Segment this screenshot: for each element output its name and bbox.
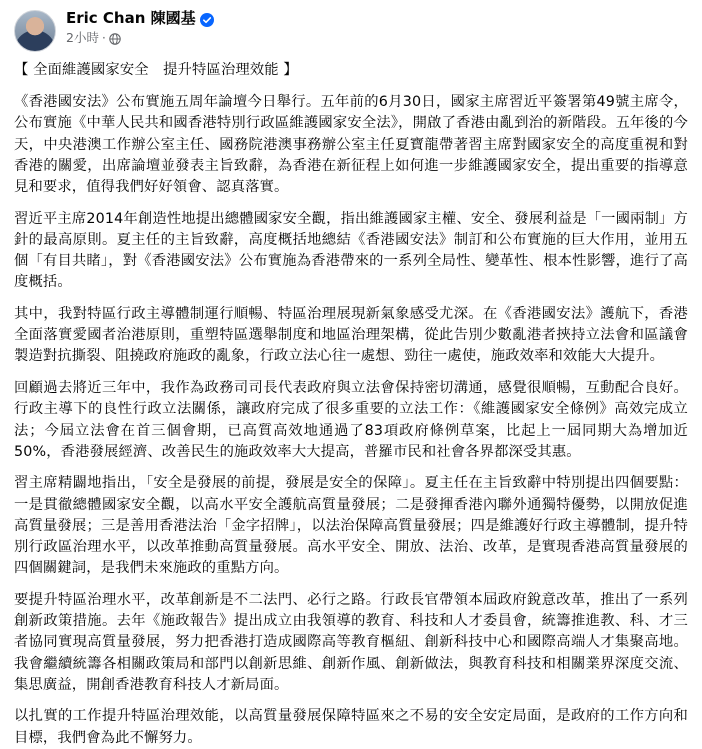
author-avatar[interactable] (14, 10, 56, 52)
post-header (14, 6, 688, 56)
post-headline: 【 全面維護國家安全 提升特區治理效能 】 (14, 62, 298, 78)
post-meta (66, 29, 214, 47)
post-header-text (66, 6, 214, 47)
post-timestamp[interactable]: 2小時 (66, 30, 99, 45)
globe-icon[interactable] (109, 32, 121, 44)
post-paragraph: 以扎實的工作提升特區治理效能，以高質量發展保障特區來之不易的安全安定局面，是政府的工作方向和目標，我們會為此不懈努力。 (14, 708, 688, 746)
verified-badge-icon (200, 12, 214, 26)
post-paragraph: 其中，我對特區行政主導體制運行順暢、特區治理展現新氣象感受尤深。在《香港國安法》護航下，香港全面落實愛國者治港原則，重塑特區選舉制度和地區治理架構，從此告別少數亂港者挾持立法會和區議會製造對抗撕裂、阻撓政府施政的亂象，行政立法心往一處想、勁往一處使，施政效率和效能大大提升。 (14, 306, 688, 365)
post-paragraph: 回顧過去將近三年中，我作為政務司司長代表政府與立法會保持密切溝通，感覺很順暢，互動配合良好。行政主導下的良性行政立法關係，讓政府完成了很多重要的立法工作：《維護國家安全條例》高效完成立法；今屆立法會在首三個會期，已高質高效地通過了83項政府條例草案，比起上一屆同期大為增加近50%，香港發展經濟、改善民生的施政效率大大提高，普羅市民和社會各界都深受其惠。 (14, 380, 688, 460)
post-body (14, 60, 688, 749)
author-row (66, 9, 214, 28)
meta-separator: · (101, 31, 106, 45)
post-paragraph: 習主席精闢地指出，「安全是發展的前提，發展是安全的保障」。夏主任在主旨致辭中特別提出四個要點：一是貫徹總體國家安全觀，以高水平安全護航高質量發展；二是發揮香港內聯外通獨特優勢，以開放促進高質量發展；三是善用香港法治「金字招牌」，以法治保障高質量發展；四是維護好行政主導體制，提升特別行政區治理水平，以改革推動高質量發展。高水平安全、開放、法治、改革，是實現香港高質量發展的四個關鍵詞，是我們未來施政的重點方向。 (14, 475, 688, 577)
post-paragraph: 《香港國安法》公布實施五周年論壇今日舉行。五年前的6月30日，國家主席習近平簽署第49號主席令，公布實施《中華人民共和國香港特別行政區維護國家安全法》，開啟了香港由亂到治的新階段。五年後的今天，中央港澳工作辦公室主任、國務院港澳事務辦公室主任夏寶龍帶著習主席對國家安全的高度重視和對香港的關愛，出席論壇並發表主旨致辭，為香港在新征程上如何進一步維護國家安全，提出重要的指導意見和要求，值得我們好好領會、認真落實。 (14, 94, 688, 196)
author-name[interactable]: Eric Chan 陳國基 (66, 9, 196, 27)
post-paragraph: 要提升特區治理水平，改革創新是不二法門、必行之路。行政長官帶領本屆政府銳意改革，推出了一系列創新政策措施。去年《施政報告》提出成立由我領導的教育、科技和人才委員會，統籌推進教、科、才三者協同實現高質量發展，努力把香港打造成國際高等教育樞紐、創新科技中心和國際高端人才集聚高地。我會繼續統籌各相關政策局和部門以創新思維、創新作風、創新做法，與教育科技和相關業界深度交流、集思廣益，開創香港教育科技人才新局面。 (14, 591, 688, 693)
post-paragraph: 習近平主席2014年創造性地提出總體國家安全觀，指出維護國家主權、安全、發展利益是「一國兩制」方針的最高原則。夏主任的主旨致辭，高度概括地總結《香港國安法》制訂和公布實施的巨大作用，並用五個「有目共睹」，對《香港國安法》公布實施為香港帶來的一系列全局性、變革性、根本性影響，進行了高度概括。 (14, 210, 688, 291)
